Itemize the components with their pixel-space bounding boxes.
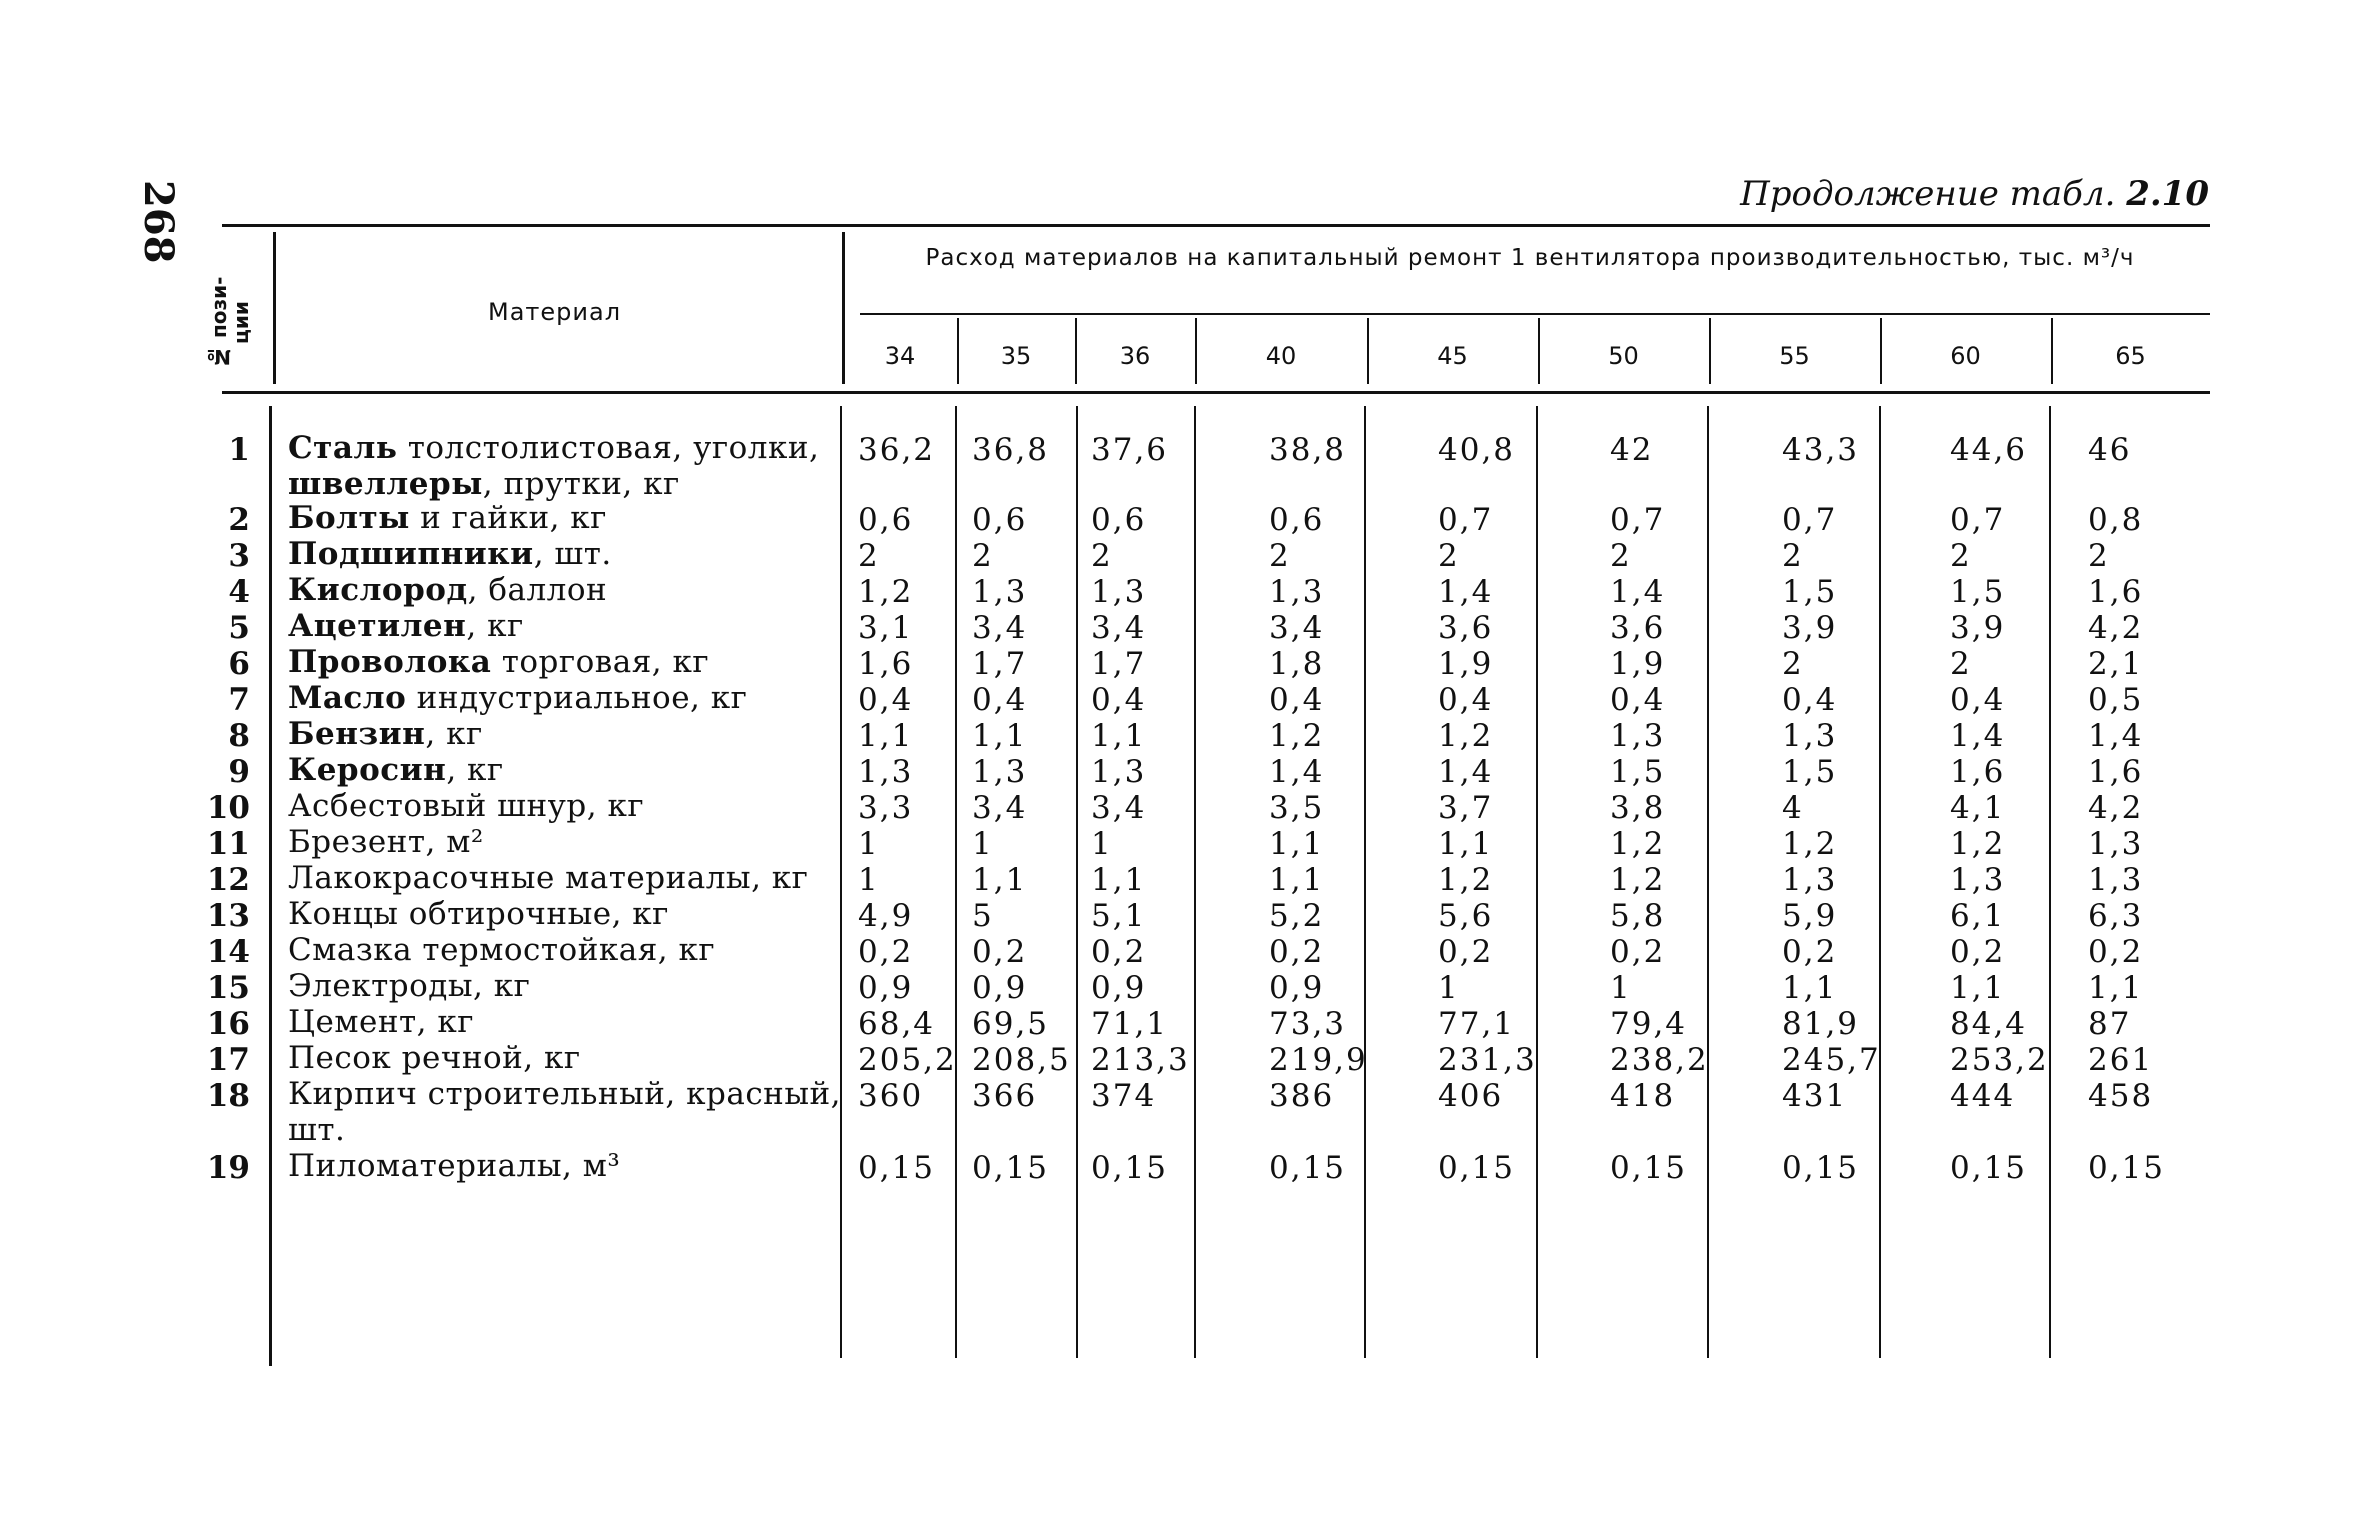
table-cell-value: 0,4 — [972, 682, 1028, 718]
table-cell-value: 4 — [1782, 790, 1804, 826]
table-cell-value: 2 — [1269, 538, 1291, 574]
body-column-separator — [1194, 406, 1196, 1358]
table-cell-value: 0,2 — [972, 934, 1028, 970]
capacity-column-header: 36 — [1119, 342, 1151, 370]
row-material-name — [288, 680, 848, 716]
table-cell-value: 69,5 — [972, 1006, 1050, 1042]
table-cell-value: 0,4 — [1269, 682, 1325, 718]
table-cell-value: 0,15 — [2088, 1150, 2166, 1186]
table-cell-value: 0,2 — [1950, 934, 2006, 970]
table-cell-value: 1 — [972, 826, 994, 862]
table-cell-value: 5,6 — [1438, 898, 1494, 934]
material-name-text: Пиломатериалы, м³ — [288, 1148, 621, 1184]
table-cell-value: 1,3 — [972, 754, 1028, 790]
table-cell-value: 418 — [1610, 1078, 1676, 1114]
table-cell-value: 1,5 — [1782, 574, 1838, 610]
row-material-name — [288, 536, 848, 572]
row-material-name — [288, 788, 848, 824]
material-name-text-line2: , прутки, кг — [482, 466, 680, 502]
table-cell-value: 0,2 — [1782, 934, 1838, 970]
table-cell-value: 2 — [2088, 538, 2110, 574]
table-cell-value: 1,6 — [2088, 574, 2144, 610]
table-cell-value: 0,15 — [1438, 1150, 1516, 1186]
table-cell-value: 1,9 — [1438, 646, 1494, 682]
material-name-text: толстолистовая, уголки, — [397, 430, 820, 466]
material-name-text: Концы обтирочные, кг — [288, 896, 669, 932]
table-cell-value: 0,9 — [972, 970, 1028, 1006]
row-position-number: 7 — [228, 682, 250, 718]
table-cell-value: 1,2 — [1438, 718, 1494, 754]
row-position-number: 5 — [228, 610, 250, 646]
body-vline-pos — [269, 406, 272, 1366]
table-cell-value: 1,6 — [2088, 754, 2144, 790]
table-cell-value: 1,2 — [1950, 826, 2006, 862]
table-cell-value: 0,15 — [972, 1150, 1050, 1186]
material-name-text: Кирпич строительный, красный, — [288, 1076, 842, 1112]
table-cell-value: 238,2 — [1610, 1042, 1709, 1078]
table-cell-value: 1,2 — [1438, 862, 1494, 898]
consumption-group-header: Расход материалов на капитальный ремонт 1 вентилятора производительностью, тыс. м³/ч — [925, 245, 2135, 271]
row-material-name — [288, 716, 848, 752]
row-material-name — [288, 752, 848, 788]
header-vline-pos — [273, 232, 276, 384]
body-column-separator — [1879, 406, 1881, 1358]
row-material-name — [288, 1076, 848, 1148]
row-material-name — [288, 824, 848, 860]
table-cell-value: 1,6 — [858, 646, 914, 682]
table-cell-value: 1 — [858, 862, 880, 898]
material-name-bold: Бензин — [288, 716, 426, 752]
row-material-name — [288, 932, 848, 968]
row-material-name — [288, 860, 848, 896]
table-cell-value: 2 — [1438, 538, 1460, 574]
table-cell-value: 1,4 — [1438, 754, 1494, 790]
table-cell-value: 253,2 — [1950, 1042, 2049, 1078]
table-cell-value: 1,2 — [1269, 718, 1325, 754]
table-cell-value: 261 — [2088, 1042, 2154, 1078]
table-cell-value: 1,7 — [972, 646, 1028, 682]
table-cell-value: 213,3 — [1091, 1042, 1190, 1078]
table-cell-value: 71,1 — [1091, 1006, 1169, 1042]
table-cell-value: 0,6 — [858, 502, 914, 538]
row-position-number: 15 — [206, 970, 250, 1006]
table-cell-value: 1,4 — [1950, 718, 2006, 754]
table-cell-value: 205,2 — [858, 1042, 957, 1078]
table-cell-value: 1 — [858, 826, 880, 862]
row-position-number: 3 — [228, 538, 250, 574]
material-name-bold: Сталь — [288, 430, 398, 466]
table-cell-value: 1,5 — [1950, 574, 2006, 610]
table-cell-value: 0,15 — [1950, 1150, 2028, 1186]
table-cell-value: 0,7 — [1782, 502, 1838, 538]
table-cell-value: 87 — [2088, 1006, 2132, 1042]
table-cell-value: 1 — [1438, 970, 1460, 1006]
table-cell-value: 36,2 — [858, 432, 936, 468]
group-header-rule — [860, 313, 2210, 315]
table-cell-value: 1,2 — [1610, 826, 1666, 862]
table-cell-value: 42 — [1610, 432, 1654, 468]
capacity-column-header: 60 — [1950, 342, 1981, 370]
table-cell-value: 245,7 — [1782, 1042, 1881, 1078]
table-cell-value: 0,2 — [1269, 934, 1325, 970]
material-name-text: Лакокрасочные материалы, кг — [288, 860, 809, 896]
table-cell-value: 73,3 — [1269, 1006, 1347, 1042]
table-cell-value: 77,1 — [1438, 1006, 1516, 1042]
table-cell-value: 0,6 — [1269, 502, 1325, 538]
row-position-number: 12 — [206, 862, 250, 898]
table-cell-value: 2 — [1950, 646, 1972, 682]
table-cell-value: 2 — [1782, 538, 1804, 574]
table-cell-value: 6,3 — [2088, 898, 2144, 934]
table-cell-value: 4,2 — [2088, 790, 2144, 826]
row-material-name — [288, 500, 848, 536]
row-material-name — [288, 896, 848, 932]
table-cell-value: 1,2 — [1610, 862, 1666, 898]
table-cell-value: 0,4 — [1610, 682, 1666, 718]
material-name-bold: Ацетилен — [288, 608, 467, 644]
table-cell-value: 1,4 — [1610, 574, 1666, 610]
table-cell-value: 0,4 — [1782, 682, 1838, 718]
material-name-text: Асбестовый шнур, кг — [288, 788, 645, 824]
table-cell-value: 0,5 — [2088, 682, 2144, 718]
table-cell-value: 1,3 — [858, 754, 914, 790]
table-cell-value: 40,8 — [1438, 432, 1516, 468]
row-material-name — [288, 1004, 848, 1040]
table-cell-value: 5,1 — [1091, 898, 1147, 934]
material-name-text: и гайки, кг — [409, 500, 607, 536]
capacity-column-header: 45 — [1437, 342, 1468, 370]
table-cell-value: 1,3 — [1091, 574, 1147, 610]
material-name-text: , кг — [425, 716, 483, 752]
row-position-number: 4 — [228, 574, 250, 610]
table-cell-value: 0,2 — [2088, 934, 2144, 970]
material-name-bold: Кислород — [288, 572, 468, 608]
table-cell-value: 4,2 — [2088, 610, 2144, 646]
row-position-number: 17 — [206, 1042, 250, 1078]
position-column-header: № пози- ции — [207, 276, 253, 370]
material-name-text: , кг — [466, 608, 524, 644]
table-cell-value: 0,9 — [1091, 970, 1147, 1006]
body-column-separator — [1076, 406, 1078, 1358]
material-name-bold: Болты — [288, 500, 410, 536]
table-cell-value: 444 — [1950, 1078, 2016, 1114]
table-cell-value: 46 — [2088, 432, 2132, 468]
table-cell-value: 3,5 — [1269, 790, 1325, 826]
table-cell-value: 431 — [1782, 1078, 1848, 1114]
capacity-column-header: 55 — [1779, 342, 1810, 370]
body-column-separator — [955, 406, 957, 1358]
table-cell-value: 1,3 — [2088, 862, 2144, 898]
table-cell-value: 0,15 — [858, 1150, 936, 1186]
table-cell-value: 406 — [1438, 1078, 1504, 1114]
table-cell-value: 0,7 — [1438, 502, 1494, 538]
table-cell-value: 208,5 — [972, 1042, 1071, 1078]
material-name-text: , шт. — [533, 536, 612, 572]
table-cell-value: 1,3 — [1782, 862, 1838, 898]
table-cell-value: 0,4 — [1950, 682, 2006, 718]
table-cell-value: 0,2 — [1438, 934, 1494, 970]
table-cell-value: 6,1 — [1950, 898, 2006, 934]
material-column-header: Материал — [488, 298, 622, 326]
table-cell-value: 0,8 — [2088, 502, 2144, 538]
material-name-text: индустриальное, кг — [406, 680, 748, 716]
table-cell-value: 1,6 — [1950, 754, 2006, 790]
table-cell-value: 0,4 — [1438, 682, 1494, 718]
table-cell-value: 2 — [972, 538, 994, 574]
row-material-name — [288, 1148, 848, 1184]
material-name-text: , баллон — [467, 572, 608, 608]
row-position-number: 13 — [206, 898, 250, 934]
table-cell-value: 1,4 — [1438, 574, 1494, 610]
material-name-bold: Подшипники — [288, 536, 534, 572]
table-caption — [1740, 174, 2209, 214]
table-cell-value: 2 — [858, 538, 880, 574]
table-cell-value: 1,1 — [1438, 826, 1494, 862]
table-cell-value: 0,2 — [1091, 934, 1147, 970]
table-cell-value: 360 — [858, 1078, 924, 1114]
table-cell-value: 2 — [1782, 646, 1804, 682]
table-cell-value: 3,3 — [858, 790, 914, 826]
table-cell-value: 0,15 — [1782, 1150, 1860, 1186]
table-cell-value: 3,1 — [858, 610, 914, 646]
table-cell-value: 1,3 — [1269, 574, 1325, 610]
table-cell-value: 0,6 — [1091, 502, 1147, 538]
table-cell-value: 1,3 — [972, 574, 1028, 610]
table-top-rule — [222, 224, 2210, 227]
material-name-text: Брезент, м² — [288, 824, 484, 860]
table-cell-value: 1,1 — [972, 862, 1028, 898]
row-position-number: 6 — [228, 646, 250, 682]
material-name-text: Смазка термостойкая, кг — [288, 932, 716, 968]
table-cell-value: 84,4 — [1950, 1006, 2028, 1042]
table-cell-value: 1,5 — [1610, 754, 1666, 790]
table-cell-value: 1,3 — [1950, 862, 2006, 898]
table-cell-value: 0,9 — [1269, 970, 1325, 1006]
row-material-name — [288, 1040, 848, 1076]
table-cell-value: 2,1 — [2088, 646, 2144, 682]
capacity-column-header: 65 — [2115, 342, 2146, 370]
table-cell-value: 1,8 — [1269, 646, 1325, 682]
material-name-bold-line2: швеллеры — [288, 466, 483, 502]
table-cell-value: 3,6 — [1438, 610, 1494, 646]
table-cell-value: 1,9 — [1610, 646, 1666, 682]
table-cell-value: 0,9 — [858, 970, 914, 1006]
table-cell-value: 231,3 — [1438, 1042, 1537, 1078]
row-material-name — [288, 430, 848, 502]
table-cell-value: 1,1 — [1950, 970, 2006, 1006]
table-cell-value: 1,1 — [1269, 826, 1325, 862]
body-column-separator — [1707, 406, 1709, 1358]
body-column-separator — [1364, 406, 1366, 1358]
table-cell-value: 3,8 — [1610, 790, 1666, 826]
table-cell-value: 2 — [1091, 538, 1113, 574]
table-cell-value: 5,2 — [1269, 898, 1325, 934]
table-cell-value: 1,1 — [1782, 970, 1838, 1006]
table-cell-value: 0,15 — [1610, 1150, 1688, 1186]
caption-text: Продолжение табл. — [1740, 174, 2127, 214]
table-cell-value: 37,6 — [1091, 432, 1169, 468]
table-cell-value: 1,3 — [1610, 718, 1666, 754]
material-name-text: Песок речной, кг — [288, 1040, 581, 1076]
material-name-bold: Керосин — [288, 752, 447, 788]
table-cell-value: 5,8 — [1610, 898, 1666, 934]
table-cell-value: 3,4 — [1269, 610, 1325, 646]
row-position-number: 19 — [206, 1150, 250, 1186]
row-position-number: 8 — [228, 718, 250, 754]
table-cell-value: 4,9 — [858, 898, 914, 934]
table-cell-value: 1,2 — [1782, 826, 1838, 862]
table-cell-value: 3,9 — [1782, 610, 1838, 646]
table-cell-value: 0,4 — [1091, 682, 1147, 718]
capacity-column-header: 50 — [1608, 342, 1639, 370]
table-cell-value: 68,4 — [858, 1006, 936, 1042]
material-name-text: торговая, кг — [491, 644, 710, 680]
table-cell-value: 0,4 — [858, 682, 914, 718]
table-cell-value: 1,7 — [1091, 646, 1147, 682]
table-cell-value: 3,9 — [1950, 610, 2006, 646]
row-material-name — [288, 608, 848, 644]
table-cell-value: 1,2 — [858, 574, 914, 610]
row-material-name — [288, 968, 848, 1004]
table-cell-value: 0,2 — [1610, 934, 1666, 970]
table-cell-value: 0,7 — [1950, 502, 2006, 538]
material-name-bold: Масло — [288, 680, 407, 716]
table-cell-value: 1,1 — [858, 718, 914, 754]
table-cell-value: 1,1 — [1091, 718, 1147, 754]
row-position-number: 18 — [206, 1078, 250, 1114]
table-cell-value: 38,8 — [1269, 432, 1347, 468]
capacity-column-header: 40 — [1265, 342, 1297, 370]
table-cell-value: 4,1 — [1950, 790, 2006, 826]
table-cell-value: 79,4 — [1610, 1006, 1688, 1042]
table-cell-value: 1 — [1610, 970, 1632, 1006]
table-cell-value: 0,15 — [1091, 1150, 1169, 1186]
header-bottom-rule — [222, 391, 2210, 394]
table-cell-value: 1 — [1091, 826, 1113, 862]
table-cell-value: 374 — [1091, 1078, 1157, 1114]
row-position-number: 16 — [206, 1006, 250, 1042]
table-cell-value: 386 — [1269, 1078, 1335, 1114]
row-position-number: 1 — [228, 432, 250, 468]
table-cell-value: 1,5 — [1782, 754, 1838, 790]
body-column-separator — [2049, 406, 2051, 1358]
table-cell-value: 2 — [1950, 538, 1972, 574]
material-name-text-line2: шт. — [288, 1112, 346, 1148]
table-cell-value: 1,3 — [2088, 826, 2144, 862]
table-cell-value: 1,1 — [1091, 862, 1147, 898]
table-cell-value: 0,6 — [972, 502, 1028, 538]
table-cell-value: 43,3 — [1782, 432, 1860, 468]
capacity-column-header: 35 — [1000, 342, 1032, 370]
table-cell-value: 458 — [2088, 1078, 2154, 1114]
table-cell-value: 3,4 — [972, 610, 1028, 646]
table-cell-value: 44,6 — [1950, 432, 2028, 468]
material-name-text: , кг — [446, 752, 504, 788]
table-cell-value: 0,2 — [858, 934, 914, 970]
table-cell-value: 1,3 — [1091, 754, 1147, 790]
row-material-name — [288, 644, 848, 680]
table-cell-value: 366 — [972, 1078, 1038, 1114]
row-material-name — [288, 572, 848, 608]
row-position-number: 9 — [228, 754, 250, 790]
table-cell-value: 1,1 — [1269, 862, 1325, 898]
table-cell-value: 0,15 — [1269, 1150, 1347, 1186]
material-name-text: Электроды, кг — [288, 968, 531, 1004]
table-cell-value: 3,6 — [1610, 610, 1666, 646]
table-cell-value: 3,4 — [972, 790, 1028, 826]
table-cell-value: 36,8 — [972, 432, 1050, 468]
table-cell-value: 219,9 — [1269, 1042, 1368, 1078]
row-position-number: 10 — [206, 790, 250, 826]
table-cell-value: 0,7 — [1610, 502, 1666, 538]
table-cell-value: 1,1 — [972, 718, 1028, 754]
table-cell-value: 3,4 — [1091, 610, 1147, 646]
table-cell-value: 5 — [972, 898, 994, 934]
row-position-number: 14 — [206, 934, 250, 970]
material-name-text: Цемент, кг — [288, 1004, 474, 1040]
table-cell-value: 1,4 — [1269, 754, 1325, 790]
table-cell-value: 1,3 — [1782, 718, 1838, 754]
table-cell-value: 1,4 — [2088, 718, 2144, 754]
material-name-bold: Проволока — [288, 644, 492, 680]
capacity-column-header: 34 — [884, 342, 916, 370]
body-column-separator — [1536, 406, 1538, 1358]
table-cell-value: 1,1 — [2088, 970, 2144, 1006]
row-position-number: 2 — [228, 502, 250, 538]
table-cell-value: 3,7 — [1438, 790, 1494, 826]
page-number: 268 — [135, 180, 182, 264]
table-cell-value: 2 — [1610, 538, 1632, 574]
table-cell-value: 81,9 — [1782, 1006, 1860, 1042]
table-cell-value: 3,4 — [1091, 790, 1147, 826]
table-cell-value: 5,9 — [1782, 898, 1838, 934]
row-position-number: 11 — [206, 826, 250, 862]
caption-table-number: 2.10 — [2126, 174, 2209, 214]
